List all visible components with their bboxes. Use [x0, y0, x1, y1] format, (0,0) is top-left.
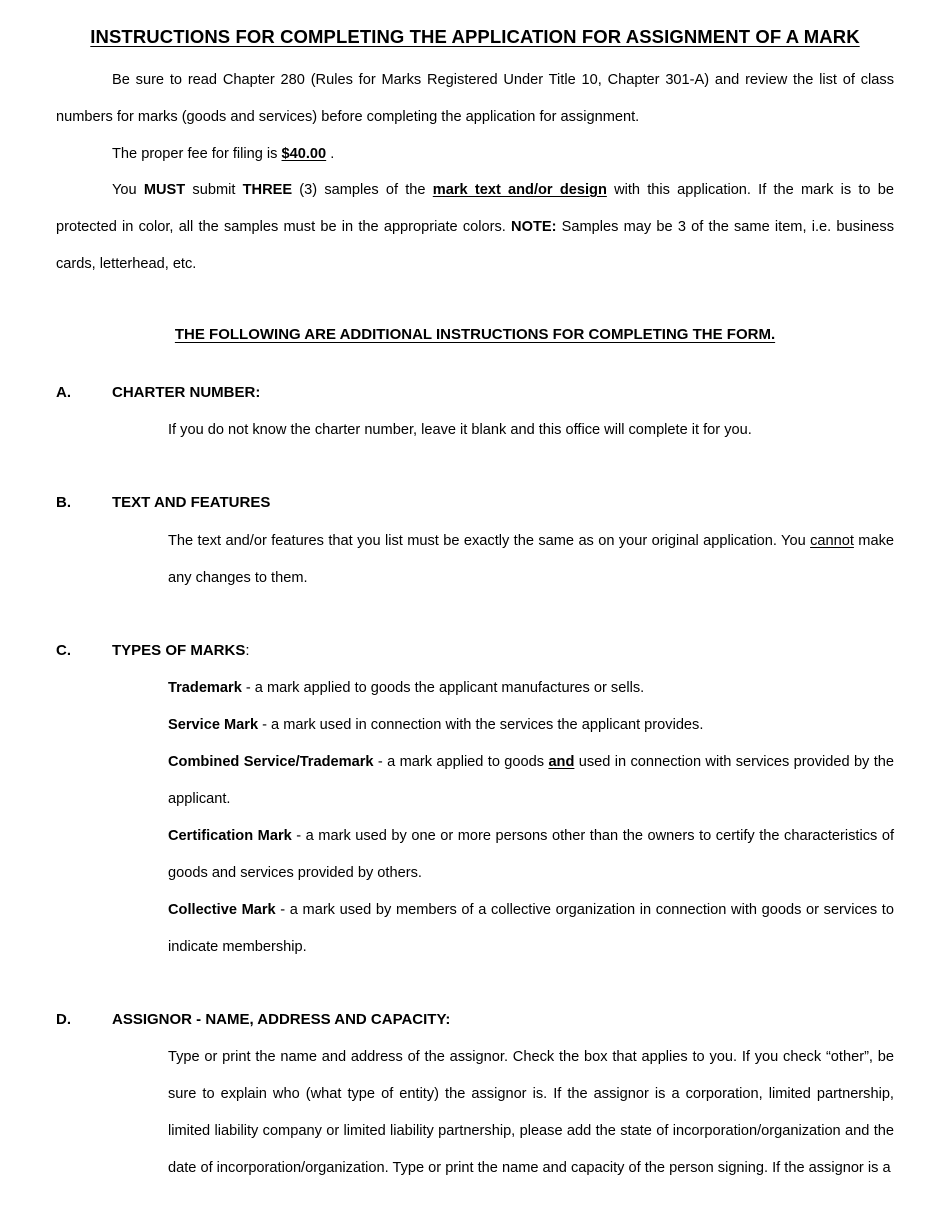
fee-amount: $40.00 [281, 146, 327, 162]
section-c-title-text: TYPES OF MARKS [112, 642, 246, 659]
samples-text: (3) samples of the [292, 182, 433, 198]
mark-term: Trademark [168, 680, 242, 696]
samples-text: Samples may be 3 of the same item, i.e. business cards, letterhead, etc. [56, 219, 894, 272]
fee-paragraph [56, 136, 894, 173]
section-a-letter: A. [56, 384, 71, 401]
section-b-text: make any changes to them. [168, 533, 894, 586]
samples-must: MUST [143, 182, 186, 198]
fee-label: The proper fee for filing is [112, 146, 282, 162]
mark-type-trademark [168, 670, 894, 707]
fee-suffix: . [326, 146, 335, 162]
mark-type-service-mark [168, 707, 894, 744]
section-c-letter: C. [56, 642, 71, 659]
samples-text: submit [185, 182, 243, 198]
intro-text: Be sure to read Chapter 280 (Rules for Marks Registered Under Title 10, Chapter 301-A) and review the list of class numbers for marks (goods and services) before completing the application for assignment. [56, 72, 894, 125]
section-a-body: If you do not know the charter number, leave it blank and this office will complete it for you. [168, 422, 752, 438]
section-b-cannot: cannot [810, 533, 854, 549]
mark-term: Service Mark [168, 717, 259, 733]
page-title: INSTRUCTIONS FOR COMPLETING THE APPLICATION FOR ASSIGNMENT OF A MARK [90, 26, 860, 47]
mark-type-combined [168, 744, 894, 818]
mark-desc: - a mark used by members of a collective organization in connection with goods or services to indicate membership. [168, 902, 894, 955]
mark-type-certification [168, 818, 894, 892]
samples-text: with this application. If the mark is to be protected in color, all the samples must be in the appropriate colors. [56, 182, 894, 235]
additional-instructions-heading: THE FOLLOWING ARE ADDITIONAL INSTRUCTIONS FOR COMPLETING THE FORM. [174, 326, 776, 343]
intro-paragraph [56, 62, 894, 136]
mark-desc: - a mark applied to goods [373, 754, 549, 770]
section-b-text: The text and/or features that you list must be exactly the same as on your original application. You [168, 533, 811, 549]
mark-term: Certification Mark [168, 828, 292, 844]
section-b-letter: B. [56, 494, 71, 511]
samples-note: NOTE: [511, 219, 557, 235]
mark-desc: - a mark used in connection with the services the applicant provides. [258, 717, 704, 733]
section-c-title-colon: : [245, 642, 250, 659]
samples-mark: mark text and/or design [432, 182, 607, 198]
mark-desc: - a mark applied to goods the applicant manufactures or sells. [241, 680, 645, 696]
mark-desc: used in connection with services provided by the applicant. [168, 754, 894, 807]
mark-desc: - a mark used by one or more persons other than the owners to certify the characteristics of goods and services provided by others. [168, 828, 895, 881]
section-d-title: ASSIGNOR - NAME, ADDRESS AND CAPACITY: [112, 1011, 451, 1028]
section-b-body [168, 523, 894, 597]
mark-desc-and: and [548, 754, 575, 770]
section-d-letter: D. [56, 1011, 71, 1028]
section-d-body: Type or print the name and address of the assignor. Check the box that applies to you. If you check “other”, be sure to explain who (what type of entity) the assignor is. If the assignor is a corporation, limited partnership, limited liability company or limited liability partnership, please add the state of incorporation/organization and the date of incorporation/organization. Type or print the name and capacity of the person signing. If the assignor is a [168, 1049, 894, 1176]
mark-term: Collective Mark [168, 902, 276, 918]
samples-three: THREE [242, 182, 293, 198]
mark-term: Combined Service/Trademark [168, 754, 374, 770]
samples-paragraph [56, 172, 894, 283]
samples-text: You [112, 182, 144, 198]
mark-type-collective [168, 892, 894, 966]
section-a-title: CHARTER NUMBER: [112, 384, 261, 401]
section-c-title [112, 642, 250, 659]
section-b-title: TEXT AND FEATURES [112, 494, 271, 511]
